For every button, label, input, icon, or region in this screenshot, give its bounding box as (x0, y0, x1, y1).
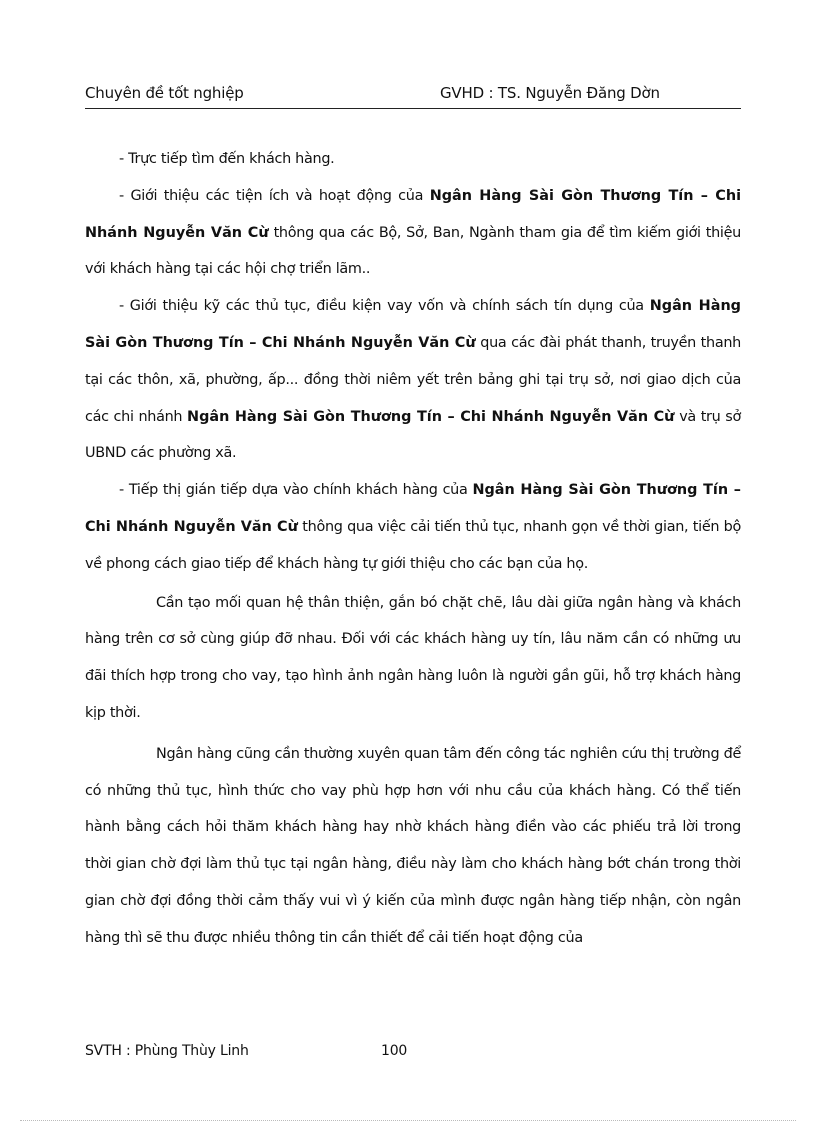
page-footer (85, 1043, 741, 1063)
bank-name: Ngân Hàng Sài Gòn Thương Tín – Chi Nhánh Nguyễn Văn Cừ (85, 298, 741, 351)
paragraph-text: thông qua việc cải tiến thủ tục, nhanh gọn về thời gian, tiến bộ về phong cách giao tiếp để khách hàng tự giới thiệu cho các bạn của họ. (85, 518, 741, 572)
paragraph-text: qua các đài phát thanh, truyền thanh tại các thôn, xã, phường, ấp... đồng thời niêm yết trên bảng ghi tại trụ sở, nơi giao dịch của các chi nhánh (85, 334, 741, 425)
paragraph-text: thông qua các Bộ, Sở, Ban, Ngành tham gia để tìm kiếm giới thiệu với khách hàng tại các hội chợ triển lãm.. (85, 224, 741, 278)
paragraph-market-research (85, 736, 741, 957)
page-body (85, 141, 741, 957)
paragraph-text: - Giới thiệu kỹ các thủ tục, điều kiện vay vốn và chính sách tín dụng của (119, 298, 650, 315)
paragraph-text: - Tiếp thị gián tiếp dựa vào chính khách hàng của (119, 482, 473, 499)
bank-name: Ngân Hàng Sài Gòn Thương Tín – Chi Nhánh Nguyễn Văn Cừ (187, 408, 675, 425)
bank-name: Ngân Hàng Sài Gòn Thương Tín – Chi Nhánh Nguyễn Văn Cừ (85, 187, 742, 241)
paragraph-indirect-marketing (85, 472, 741, 582)
page-number: 100 (381, 1043, 408, 1059)
paragraph-text: - Trực tiếp tìm đến khách hàng. (119, 151, 335, 167)
header-thesis-title: Chuyên đề tốt nghiệp (85, 84, 244, 102)
paragraph-introduce-procedures (85, 288, 741, 472)
page-header (85, 82, 741, 109)
paragraph-text: Ngân hàng cũng cần thường xuyên quan tâm đến công tác nghiên cứu thị trường để có những thủ tục, hình thức cho vay phù hợp hơn với nhu cầu của khách hàng. Có thể tiến hành bằng cách hỏi thăm khách hàng hay nhờ khách hàng điền vào các phiếu trả lời trong thời gian chờ đợi làm thủ tục tại ngân hàng, điều này làm cho khách hàng bớt chán trong thời gian chờ đợi đồng thời cảm thấy vui vì ý kiến của mình được ngân hàng tiếp nhận, còn ngân hàng thì sẽ thu được nhiều thông tin cần thiết để cải tiến hoạt động của (85, 745, 741, 946)
paragraph-direct-contact (85, 141, 741, 178)
footer-student: SVTH : Phùng Thùy Linh (85, 1043, 249, 1059)
bank-name: Ngân Hàng Sài Gòn Thương Tín – Chi Nhánh Nguyễn Văn Cừ (85, 482, 741, 535)
paragraph-text: - Giới thiệu các tiện ích và hoạt động của (119, 187, 430, 204)
paragraph-text: và trụ sở UBND các phường xã. (85, 408, 741, 462)
header-advisor: GVHD : TS. Nguyễn Đăng Dờn (440, 84, 660, 102)
paragraph-customer-relations (85, 585, 741, 732)
paragraph-text: Cần tạo mối quan hệ thân thiện, gắn bó chặt chẽ, lâu dài giữa ngân hàng và khách hàng trên cơ sở cùng giúp đỡ nhau. Đối với các khách hàng uy tín, lâu năm cần có những ưu đãi thích hợp trong cho vay, tạo hình ảnh ngân hàng luôn là người gần gũi, hỗ trợ khách hàng kịp thời. (85, 594, 741, 721)
page-edge-divider (20, 1120, 796, 1121)
paragraph-introduce-services (85, 178, 741, 288)
